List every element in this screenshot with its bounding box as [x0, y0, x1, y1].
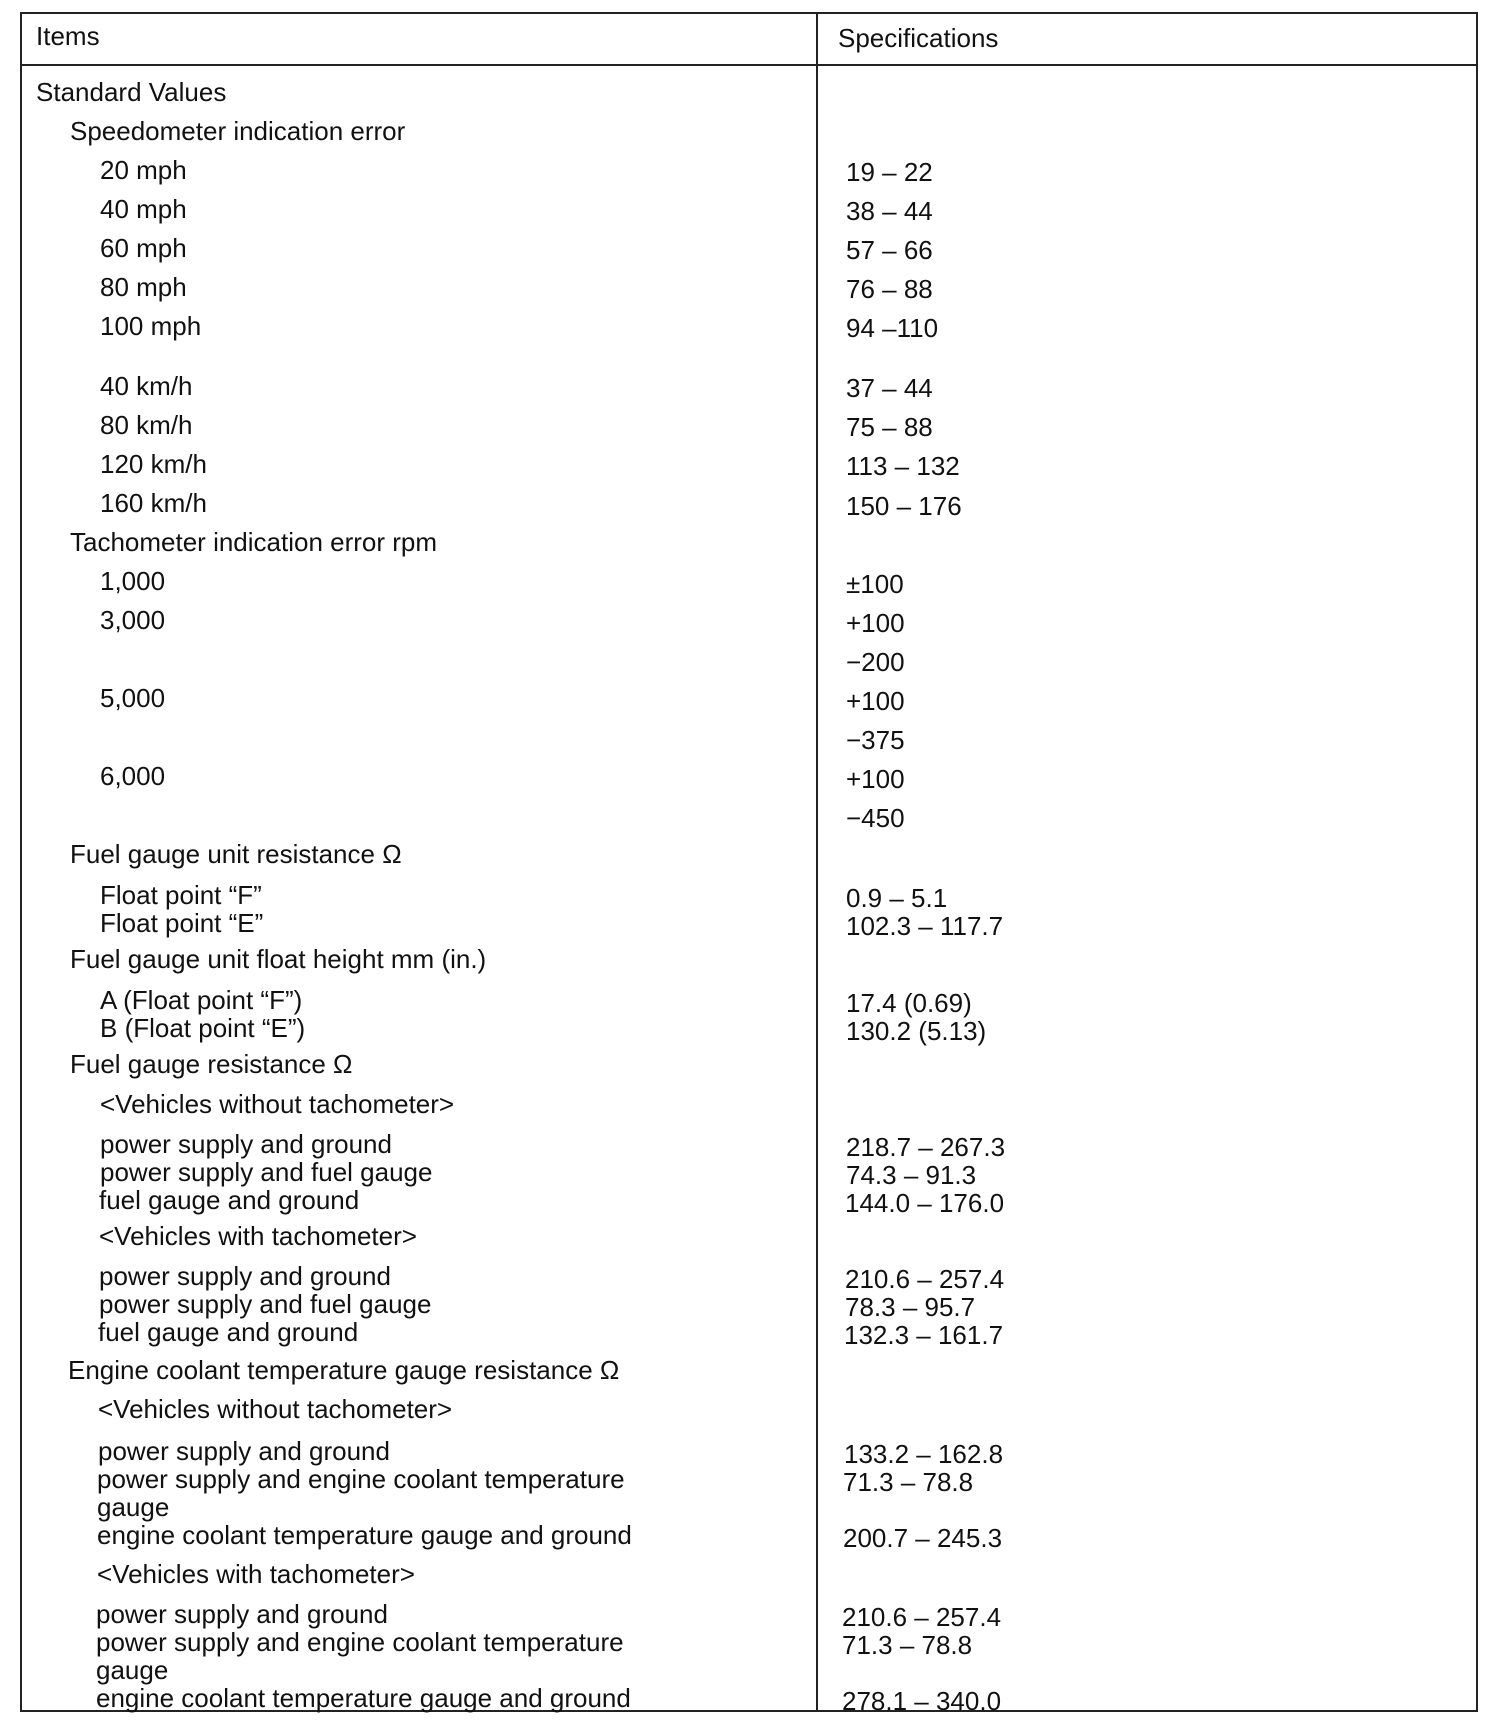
spec-value: 130.2 (5.13) [846, 1016, 987, 1046]
item-label: B (Float point “E”) [100, 1013, 306, 1043]
spec-value: +100 [846, 686, 905, 716]
item-label: power supply and ground [96, 1599, 388, 1629]
spec-value: 37 – 44 [846, 373, 933, 403]
item-label: Fuel gauge unit float height mm (in.) [70, 944, 487, 974]
item-label: Float point “F” [100, 880, 262, 910]
spec-value: −375 [846, 725, 905, 755]
item-label: Float point “E” [100, 908, 264, 938]
item-label: 80 km/h [100, 410, 193, 440]
item-label: 40 km/h [100, 371, 193, 401]
spec-value: 218.7 – 267.3 [846, 1132, 1006, 1162]
spec-value: 102.3 – 117.7 [846, 911, 1004, 941]
item-label: 60 mph [100, 233, 187, 263]
spec-value: 57 – 66 [846, 235, 933, 265]
spec-value: 76 – 88 [846, 274, 933, 304]
item-label: <Vehicles without tachometer> [98, 1394, 453, 1424]
item-label: 160 km/h [100, 488, 207, 518]
item-label: Fuel gauge resistance Ω [70, 1049, 353, 1079]
item-label: fuel gauge and ground [98, 1317, 359, 1347]
item-label: gauge [97, 1492, 170, 1522]
spec-value: 19 – 22 [846, 157, 933, 187]
item-label: 40 mph [100, 194, 187, 224]
spec-value: 38 – 44 [846, 196, 933, 226]
column-divider [816, 12, 818, 1712]
spec-value: 0.9 – 5.1 [846, 883, 948, 913]
spec-value: −200 [846, 647, 905, 677]
item-label: 100 mph [100, 311, 202, 341]
item-label: <Vehicles without tachometer> [100, 1089, 455, 1119]
item-label: power supply and ground [100, 1129, 392, 1159]
spec-value: 17.4 (0.69) [846, 988, 972, 1018]
spec-value: +100 [846, 764, 905, 794]
spec-value: 71.3 – 78.8 [843, 1467, 974, 1497]
item-label: <Vehicles with tachometer> [97, 1559, 415, 1589]
spec-value: 278.1 – 340.0 [842, 1686, 1002, 1716]
item-label: Engine coolant temperature gauge resistance Ω [68, 1355, 620, 1385]
item-label: 5,000 [100, 683, 166, 713]
item-label: 6,000 [100, 761, 166, 791]
item-label: A (Float point “F”) [100, 985, 303, 1015]
spec-value: 132.3 – 161.7 [844, 1320, 1004, 1350]
item-label: 20 mph [100, 155, 187, 185]
spec-value: +100 [846, 608, 905, 638]
spec-value: 210.6 – 257.4 [842, 1602, 1002, 1632]
item-label: Speedometer indication error [70, 116, 406, 146]
item-label: Fuel gauge unit resistance Ω [70, 839, 402, 869]
item-label: fuel gauge and ground [99, 1185, 360, 1215]
item-label: power supply and fuel gauge [100, 1157, 433, 1187]
item-label: power supply and engine coolant temperature [97, 1464, 625, 1494]
spec-value: 144.0 – 176.0 [845, 1188, 1005, 1218]
spec-value: 74.3 – 91.3 [846, 1160, 977, 1190]
spec-value: 133.2 – 162.8 [844, 1439, 1004, 1469]
item-label: Standard Values [36, 77, 227, 107]
item-label: 3,000 [100, 605, 166, 635]
item-label: 120 km/h [100, 449, 207, 479]
item-label: 80 mph [100, 272, 187, 302]
item-label: 1,000 [100, 566, 166, 596]
item-label: power supply and engine coolant temperature [96, 1627, 624, 1657]
spec-value: 113 – 132 [846, 451, 960, 481]
spec-value: 210.6 – 257.4 [845, 1264, 1005, 1294]
item-label: power supply and ground [98, 1436, 390, 1466]
spec-value: 71.3 – 78.8 [842, 1630, 973, 1660]
spec-value: 75 – 88 [846, 412, 933, 442]
header-items: Items [36, 21, 100, 51]
spec-value: 94 –110 [846, 313, 939, 343]
item-label: engine coolant temperature gauge and ground [97, 1520, 632, 1550]
header-divider [20, 64, 1478, 66]
item-label: power supply and fuel gauge [99, 1289, 432, 1319]
spec-value: 200.7 – 245.3 [843, 1523, 1003, 1553]
spec-value: −450 [846, 803, 905, 833]
header-specifications: Specifications [838, 23, 999, 53]
spec-value: 150 – 176 [846, 491, 962, 521]
item-label: Tachometer indication error rpm [70, 527, 438, 557]
item-label: gauge [96, 1655, 169, 1685]
spec-value: 78.3 – 95.7 [845, 1292, 976, 1322]
item-label: <Vehicles with tachometer> [99, 1221, 417, 1251]
spec-value: ±100 [846, 569, 904, 599]
item-label: engine coolant temperature gauge and ground [96, 1683, 631, 1713]
item-label: power supply and ground [99, 1261, 391, 1291]
